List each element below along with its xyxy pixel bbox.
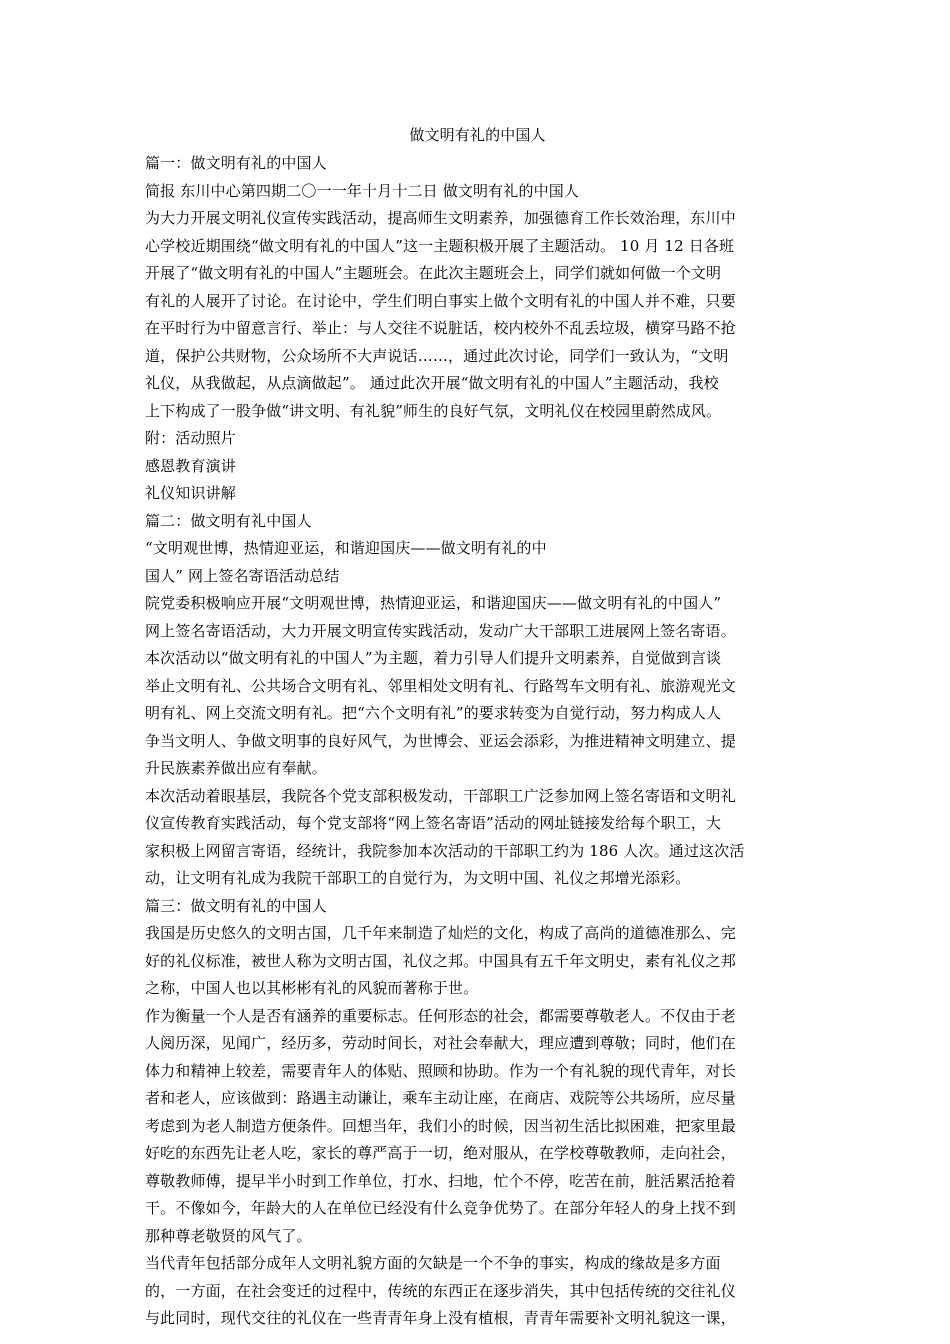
text-line: 举止文明有礼、公共场合文明有礼、邻里相处文明有礼、行路驾车文明有礼、旅游观光文 (145, 676, 736, 695)
text-line: 当代青年包括部分成年人文明礼貌方面的欠缺是一个不争的事实，构成的缘故是多方面 (145, 1254, 721, 1272)
text-line: 为大力开展文明礼仪宣传实践活动，提高师生文明素养，加强德育工作长效治理，东川中 (145, 209, 736, 227)
text-line: 动，让文明有礼成为我院干部职工的自觉行为，为文明中国、礼仪之邦增光添彩。 (145, 869, 691, 887)
text-line: 那种尊老敬贤的风气了。 (145, 1226, 312, 1245)
text-line: 考虑到为老人制造方便条件。回想当年，我们小的时候，因当初生活比拟困难，把家里最 (145, 1116, 736, 1135)
text-line: 礼仪，从我做起，从点滴做起”。 通过此次开展“做文明有礼的中国人”主题活动，我校 (145, 374, 719, 392)
text-line: 争当文明人、争做文明事的良好风气，为世博会、亚运会添彩，为推进精神文明建立、提 (145, 731, 736, 750)
text-line: 尊敬教师傅，提早半小时到工作单位，打水、扫地，忙个不停，吃苦在前，脏活累活抢着 (145, 1171, 736, 1190)
text-line: 本次活动以“做文明有礼的中国人”为主题，着力引导人们提升文明素养，自觉做到言谈 (145, 649, 722, 667)
text-line: 好吃的东西先让老人吃，家长的尊严高于一切，绝对服从，在学校尊敬教师，走向社会， (145, 1144, 736, 1162)
text-line: 感恩教育演讲 (145, 456, 236, 475)
text-line: 作为衡量一个人是否有涵养的重要标志。任何形态的社会，都需要尊敬老人。不仅由于老 (145, 1006, 736, 1025)
text-line: 家积极上网留言寄语，经统计，我院参加本次活动的干部职工约为 186 人次。通过这次活 (145, 841, 745, 860)
text-line: 院党委积极响应开展“文明观世博，热情迎亚运，和谐迎国庆——做文明有礼的中国人” (145, 594, 722, 612)
text-line: 国人” 网上签名寄语活动总结 (145, 566, 340, 585)
document-title: 做文明有礼的中国人 (409, 126, 546, 144)
text-line: 人阅历深，见闻广，经历多，劳动时间长，对社会奉献大，理应遭到尊敬；同时，他们在 (145, 1034, 736, 1052)
text-line: 者和老人，应该做到：路遇主动谦让，乘车主动让座，在商店、戏院等公共场所，应尽量 (145, 1089, 736, 1107)
text-line: 网上签名寄语活动，大力开展文明宣传实践活动，发动广大干部职工进展网上签名寄语。 (145, 621, 736, 640)
text-line: 附：活动照片 (145, 429, 236, 447)
text-line: 我国是历史悠久的文明古国，几千年来制造了灿烂的文化，构成了高尚的道德准那么、完 (145, 924, 736, 942)
text-line: 篇一：做文明有礼的中国人 (145, 154, 327, 172)
text-line: 篇三：做文明有礼的中国人 (145, 896, 327, 915)
text-line: 与此同时，现代交往的礼仪在一些青青年身上没有植根，青青年需要补文明礼貌这一课， (145, 1309, 736, 1327)
text-line: 简报 东川中心第四期二〇一一年十月十二日 做文明有礼的中国人 (145, 181, 580, 200)
text-line: 仪宣传教育实践活动，每个党支部将“网上签名寄语”活动的网址链接发给每个职工，大 (145, 814, 722, 832)
text-line: 在平时行为中留意言行、举止：与人交往不说脏话，校内校外不乱丢垃圾，横穿马路不抢 (145, 319, 736, 337)
text-line: 礼仪知识讲解 (145, 484, 236, 502)
text-line: 上下构成了一股争做“讲文明、有礼貌”师生的良好气氛，文明礼仪在校园里蔚然成风。 (145, 401, 722, 420)
text-line: 心学校近期围绕“做文明有礼的中国人”这一主题积极开展了主题活动。 10 月 12 日各班 (145, 236, 735, 255)
text-line: 的，一方面，在社会变迁的过程中，传统的东西正在逐步消失，其中包括传统的交往礼仪 (145, 1281, 736, 1300)
document-body (145, 150, 810, 1333)
text-line: 干。不像如今，年龄大的人在单位已经没有什么竞争优势了。在部分年轻人的身上找不到 (145, 1199, 736, 1217)
text-line: 升民族素养做出应有奉献。 (145, 759, 327, 777)
text-line: 道，保护公共财物，公众场所不大声说话……，通过此次讨论，同学们一致认为，“文明 (145, 346, 729, 365)
text-line: 开展了“做文明有礼的中国人”主题班会。在此次主题班会上，同学们就如何做一个文明 (145, 264, 722, 282)
text-line: 之称，中国人也以其彬彬有礼的风貌而著称于世。 (145, 979, 479, 997)
text-line: 明有礼、网上交流文明有礼。把“六个文明有礼”的要求转变为自觉行动，努力构成人人 (145, 704, 722, 722)
text-line: 本次活动着眼基层，我院各个党支部积极发动，干部职工广泛参加网上签名寄语和文明礼 (145, 786, 736, 805)
text-line: 好的礼仪标准，被世人称为文明古国，礼仪之邦。中国具有五千年文明史，素有礼仪之邦 (145, 951, 736, 970)
text-line: 有礼的人展开了讨论。在讨论中，学生们明白事实上做个文明有礼的中国人并不难，只要 (145, 291, 736, 310)
text-line: 体力和精神上较差，需要青年人的体贴、照顾和协助。作为一个有礼貌的现代青年，对长 (145, 1061, 736, 1080)
text-line: 篇二：做文明有礼中国人 (145, 511, 312, 530)
document-page (145, 122, 810, 1333)
text-line: “文明观世博，热情迎亚运，和谐迎国庆——做文明有礼的中 (145, 539, 547, 557)
